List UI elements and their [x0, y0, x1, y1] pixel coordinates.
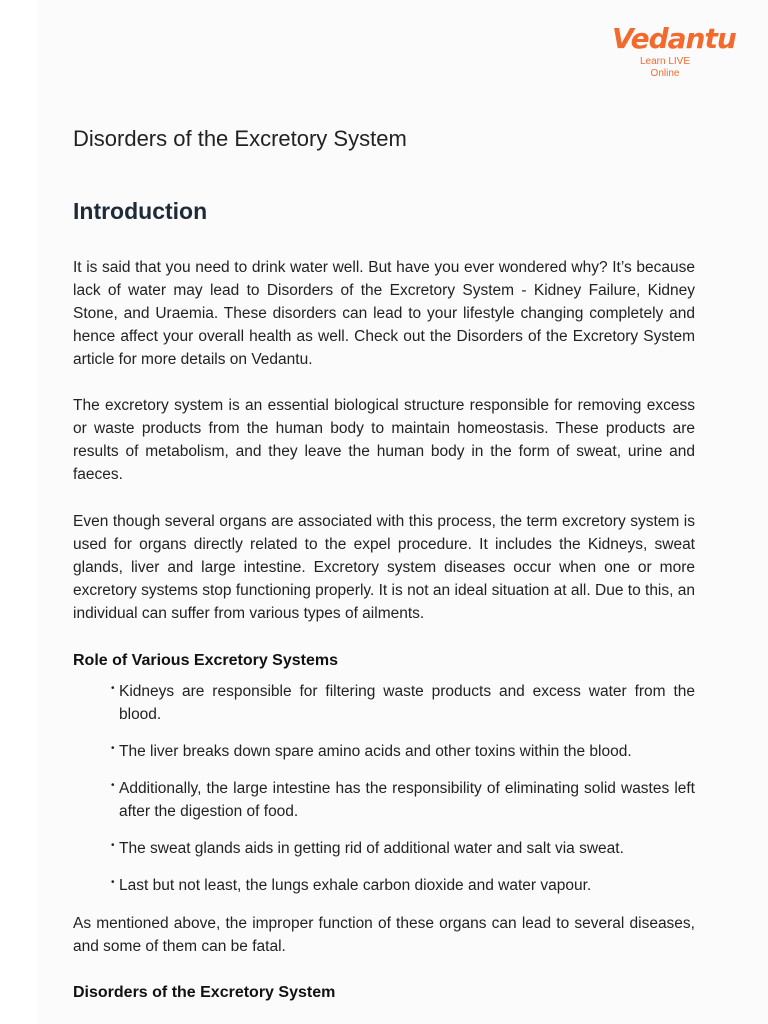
paragraph-excretory-system: The excretory system is an essential biological structure responsible for removing excess or waste products from the human body to maintain homeostasis. These products are results of metabolism, and they leave the human body in the form of sweat, urine and faeces. — [73, 397, 695, 483]
bullet-icon: • — [111, 780, 115, 791]
list-item-text: The sweat glands aids in getting rid of additional water and salt via sweat. — [119, 840, 624, 857]
introduction-heading: Introduction — [73, 198, 208, 224]
bullet-icon: • — [111, 743, 115, 754]
logo-tagline: Learn LIVE Online — [639, 56, 691, 79]
list-item-text: Last but not least, the lungs exhale carbon dioxide and water vapour. — [119, 877, 592, 894]
bullet-icon: • — [111, 840, 115, 851]
list-item-text: Kidneys are responsible for filtering waste products and excess water from the blood. — [119, 683, 695, 723]
document-title: Disorders of the Excretory System — [73, 126, 407, 151]
bullet-icon: • — [111, 877, 115, 888]
role-list — [111, 680, 695, 897]
list-item — [111, 740, 695, 763]
vedantu-logo — [612, 22, 736, 80]
paragraph-organs: Even though several organs are associated with this process, the term excretory system is used for organs directly related to the expel procedure. It includes the Kidneys, sweat glands, liver and large intestine. Excretory system diseases occur when one or more excretory systems stop functioning properly. It is not an ideal situation at all. Due to this, an individual can suffer from various types of ailments. — [73, 513, 695, 622]
logo-wordmark: Vedantu — [612, 22, 736, 55]
paragraph-conclusion: As mentioned above, the improper function of these organs can lead to several diseases, and some of them can be fatal. — [73, 915, 695, 955]
list-item — [111, 680, 695, 726]
list-item — [111, 837, 695, 860]
bullet-icon: • — [111, 683, 115, 694]
paragraph-intro: It is said that you need to drink water well. But have you ever wondered why? It’s because lack of water may lead to Disorders of the Excretory System - Kidney Failure, Kidney Stone, and Uraemia. These disorders can lead to your lifestyle changing completely and hence affect your overall health as well. Check out the Disorders of the Excretory System article for more details on Vedantu. — [73, 259, 695, 368]
role-heading: Role of Various Excretory Systems — [73, 652, 338, 669]
list-item — [111, 777, 695, 823]
list-item — [111, 874, 695, 897]
disorders-heading: Disorders of the Excretory System — [73, 984, 336, 1001]
list-item-text: The liver breaks down spare amino acids and other toxins within the blood. — [119, 743, 632, 760]
list-item-text: Additionally, the large intestine has the responsibility of eliminating solid wastes left after the digestion of food. — [119, 780, 695, 820]
